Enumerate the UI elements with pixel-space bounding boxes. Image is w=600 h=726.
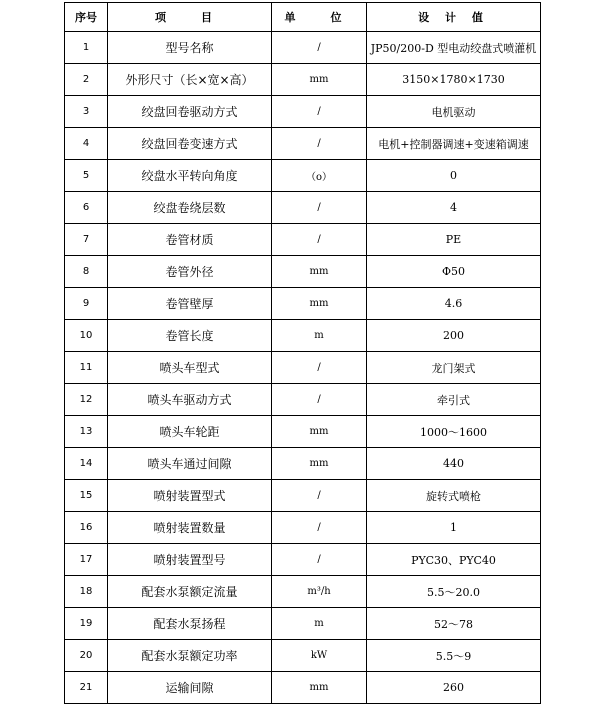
row-unit: / (272, 224, 367, 256)
table-row (65, 256, 541, 288)
row-number: 7 (65, 224, 108, 256)
row-design-value: Φ50 (367, 256, 541, 288)
row-item-name: 绞盘回卷驱动方式 (108, 96, 272, 128)
row-item-name: 运输间隙 (108, 672, 272, 704)
row-design-value: 4.6 (367, 288, 541, 320)
row-item-name: 卷管外径 (108, 256, 272, 288)
row-number: 15 (65, 480, 108, 512)
row-design-value: 4 (367, 192, 541, 224)
header-unit: 单 位 (272, 3, 367, 32)
table-row (65, 672, 541, 704)
row-item-name: 配套水泵额定流量 (108, 576, 272, 608)
row-design-value: 电机+控制器调速+变速箱调速 (367, 128, 541, 160)
table-row (65, 288, 541, 320)
row-number: 20 (65, 640, 108, 672)
table-row (65, 640, 541, 672)
table-row (65, 128, 541, 160)
row-number: 9 (65, 288, 108, 320)
row-item-name: 喷头车驱动方式 (108, 384, 272, 416)
row-unit: / (272, 480, 367, 512)
row-item-name: 绞盘水平转向角度 (108, 160, 272, 192)
row-unit: m³/h (272, 576, 367, 608)
header-item: 项 目 (108, 3, 272, 32)
row-number: 12 (65, 384, 108, 416)
row-item-name: 卷管长度 (108, 320, 272, 352)
row-unit: / (272, 384, 367, 416)
row-design-value: 牵引式 (367, 384, 541, 416)
row-number: 1 (65, 32, 108, 64)
table-row (65, 512, 541, 544)
table-row (65, 192, 541, 224)
row-unit: mm (272, 288, 367, 320)
table-row (65, 480, 541, 512)
row-unit: / (272, 192, 367, 224)
row-unit: / (272, 96, 367, 128)
row-item-name: 喷射装置型式 (108, 480, 272, 512)
row-number: 11 (65, 352, 108, 384)
row-number: 17 (65, 544, 108, 576)
row-number: 10 (65, 320, 108, 352)
row-unit: m (272, 320, 367, 352)
row-design-value: 1 (367, 512, 541, 544)
table-row (65, 448, 541, 480)
row-number: 6 (65, 192, 108, 224)
row-design-value: JP50/200-D 型电动绞盘式喷灌机 (367, 32, 541, 64)
row-item-name: 配套水泵额定功率 (108, 640, 272, 672)
row-design-value: 5.5～9 (367, 640, 541, 672)
row-number: 2 (65, 64, 108, 96)
row-design-value: PYC30、PYC40 (367, 544, 541, 576)
row-design-value: 260 (367, 672, 541, 704)
row-number: 5 (65, 160, 108, 192)
table-row (65, 544, 541, 576)
row-item-name: 型号名称 (108, 32, 272, 64)
table-row (65, 64, 541, 96)
row-unit: mm (272, 672, 367, 704)
row-number: 14 (65, 448, 108, 480)
row-number: 18 (65, 576, 108, 608)
row-unit: / (272, 512, 367, 544)
row-design-value: 1000～1600 (367, 416, 541, 448)
table-row (65, 320, 541, 352)
table-row (65, 224, 541, 256)
table-row (65, 32, 541, 64)
row-item-name: 喷射装置型号 (108, 544, 272, 576)
table-row (65, 608, 541, 640)
table-row (65, 416, 541, 448)
header-no: 序号 (65, 3, 108, 32)
table-body (65, 32, 541, 704)
row-unit: （o） (272, 160, 367, 192)
row-design-value: 440 (367, 448, 541, 480)
row-unit: kW (272, 640, 367, 672)
row-number: 21 (65, 672, 108, 704)
spec-table (64, 2, 541, 704)
row-item-name: 绞盘回卷变速方式 (108, 128, 272, 160)
header-row (65, 3, 541, 32)
table-row (65, 352, 541, 384)
row-unit: mm (272, 416, 367, 448)
table-row (65, 576, 541, 608)
row-design-value: PE (367, 224, 541, 256)
row-design-value: 电机驱动 (367, 96, 541, 128)
row-item-name: 外形尺寸（长×宽×高） (108, 64, 272, 96)
row-design-value: 3150×1780×1730 (367, 64, 541, 96)
row-number: 4 (65, 128, 108, 160)
table-row (65, 160, 541, 192)
row-item-name: 喷射装置数量 (108, 512, 272, 544)
row-item-name: 喷头车轮距 (108, 416, 272, 448)
row-number: 8 (65, 256, 108, 288)
row-design-value: 旋转式喷枪 (367, 480, 541, 512)
row-number: 16 (65, 512, 108, 544)
row-number: 19 (65, 608, 108, 640)
row-unit: mm (272, 448, 367, 480)
row-item-name: 卷管材质 (108, 224, 272, 256)
table-row (65, 384, 541, 416)
row-unit: m (272, 608, 367, 640)
row-unit: / (272, 352, 367, 384)
row-unit: / (272, 32, 367, 64)
row-design-value: 52～78 (367, 608, 541, 640)
row-unit: / (272, 544, 367, 576)
row-design-value: 200 (367, 320, 541, 352)
row-item-name: 卷管壁厚 (108, 288, 272, 320)
row-item-name: 喷头车通过间隙 (108, 448, 272, 480)
table-row (65, 96, 541, 128)
row-design-value: 龙门架式 (367, 352, 541, 384)
header-value: 设 计 值 (367, 3, 541, 32)
row-number: 13 (65, 416, 108, 448)
row-design-value: 0 (367, 160, 541, 192)
row-unit: / (272, 128, 367, 160)
row-unit: mm (272, 256, 367, 288)
row-design-value: 5.5～20.0 (367, 576, 541, 608)
row-unit: mm (272, 64, 367, 96)
row-item-name: 配套水泵扬程 (108, 608, 272, 640)
row-item-name: 喷头车型式 (108, 352, 272, 384)
table-header (65, 3, 541, 32)
row-item-name: 绞盘卷绕层数 (108, 192, 272, 224)
row-number: 3 (65, 96, 108, 128)
